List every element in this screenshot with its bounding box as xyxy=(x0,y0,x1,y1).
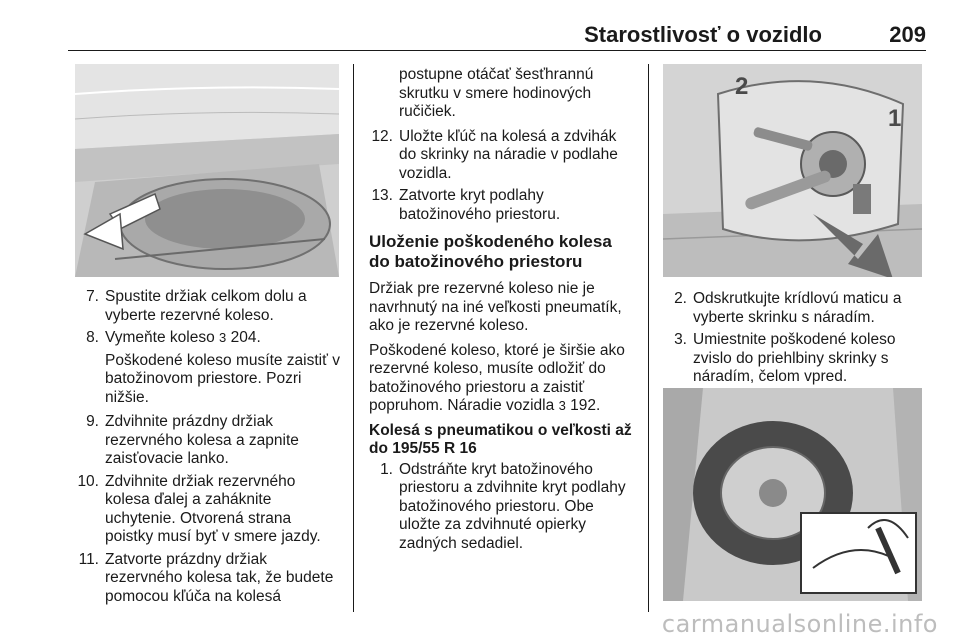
watermark: carmanualsonline.info xyxy=(661,610,938,638)
step-number: 11. xyxy=(78,550,99,568)
section-heading: Uloženie poškodeného kolesa do batožinového priestoru xyxy=(369,232,612,271)
step-number: 7. xyxy=(86,288,99,305)
step-text: Zatvorte prázdny držiak rezervného kolesa tak, že budete pomocou kľúča na kolesá xyxy=(105,550,334,605)
step-13 xyxy=(369,187,635,224)
step-text: Spustite držiak celkom dolu a vyberte rezervné koleso. xyxy=(105,288,307,324)
step-8 xyxy=(75,329,343,348)
paragraph-text: Poškodené koleso, ktoré je širšie ako rezervné koleso, musíte odložiť do batožinového priestoru a zaistiť popruhom. Náradie vozidla xyxy=(369,341,625,414)
step-number: 13. xyxy=(371,187,393,204)
step-number: 12. xyxy=(371,127,393,145)
step-number: 9. xyxy=(86,413,99,430)
step-number: 10. xyxy=(77,472,99,490)
page-reference[interactable]: 192. xyxy=(570,397,601,414)
step-text: Uložte kľúč na kolesá a zdvihák do skrinky na náradie v podlahe vozidla. xyxy=(399,127,618,182)
middle-text-column xyxy=(369,66,635,557)
step-text: Umiestnite poškodené koleso zvislo do priehlbiny skrinky s náradím, čelom vpred. xyxy=(693,331,896,385)
step-text: Zdvihnite prázdny držiak rezervného kolesa a zapnite zaisťovacie lanko. xyxy=(105,413,299,467)
step-text: Vymeňte koleso xyxy=(105,329,215,346)
arrow-reference-icon: 3 xyxy=(219,330,227,345)
step-number: 3. xyxy=(674,331,687,348)
step-number: 8. xyxy=(86,329,99,346)
figure-tool-box xyxy=(663,64,922,277)
step-note: Poškodené koleso musíte zaistiť v batožinovom priestore. Pozri nižšie. xyxy=(105,351,340,406)
page-number: 209 xyxy=(889,22,926,47)
step-11 xyxy=(75,551,343,607)
step-9 xyxy=(75,413,343,469)
step-continuation: postupne otáčať šesťhrannú skrutku v smere hodinových ručičiek. xyxy=(399,66,594,120)
sub-step-1 xyxy=(369,461,635,554)
step-2 xyxy=(663,290,923,327)
step-text: Odstráňte kryt batožinového priestoru a zdvihnite kryt podlahy batožinového priestoru. Obe uložte za zdvihnuté opierky zadných sedadiel. xyxy=(399,460,626,552)
column-divider-right xyxy=(648,64,649,612)
paragraph: Držiak pre rezervné koleso nie je navrhnutý na iné veľkosti pneumatík, ako je rezervné koleso. xyxy=(369,280,622,334)
header-rule xyxy=(68,50,926,51)
step-number: 1. xyxy=(380,460,393,478)
figure-label-1: 1 xyxy=(888,105,902,132)
left-text-column xyxy=(75,288,343,610)
right-text-column xyxy=(663,290,923,391)
page-header-title: Starostlivosť o vozidlo xyxy=(584,22,822,47)
sub-heading: Kolesá s pneumatikou o veľkosti až do 195/55 R 16 xyxy=(369,421,632,457)
step-text: Zatvorte kryt podlahy batožinového priestoru. xyxy=(399,187,561,223)
step-text: Odskrutkujte krídlovú maticu a vyberte skrinku s náradím. xyxy=(693,290,902,326)
page-reference[interactable]: 204. xyxy=(230,329,261,346)
figure-wheel-in-boot xyxy=(663,388,922,601)
column-divider-left xyxy=(353,64,354,612)
step-12 xyxy=(369,128,635,184)
step-3 xyxy=(663,331,923,387)
step-10 xyxy=(75,473,343,547)
figure-spare-wheel-carrier xyxy=(75,64,339,277)
figure-label-2: 2 xyxy=(735,73,749,100)
step-number: 2. xyxy=(674,290,687,307)
paragraph xyxy=(369,342,635,416)
arrow-reference-icon: 3 xyxy=(558,398,566,413)
step-7 xyxy=(75,288,343,325)
step-text: Zdvihnite držiak rezervného kolesa ďalej a zaháknite uchytenie. Otvorená strana poistky musí byť v smere jazdy. xyxy=(105,472,321,545)
